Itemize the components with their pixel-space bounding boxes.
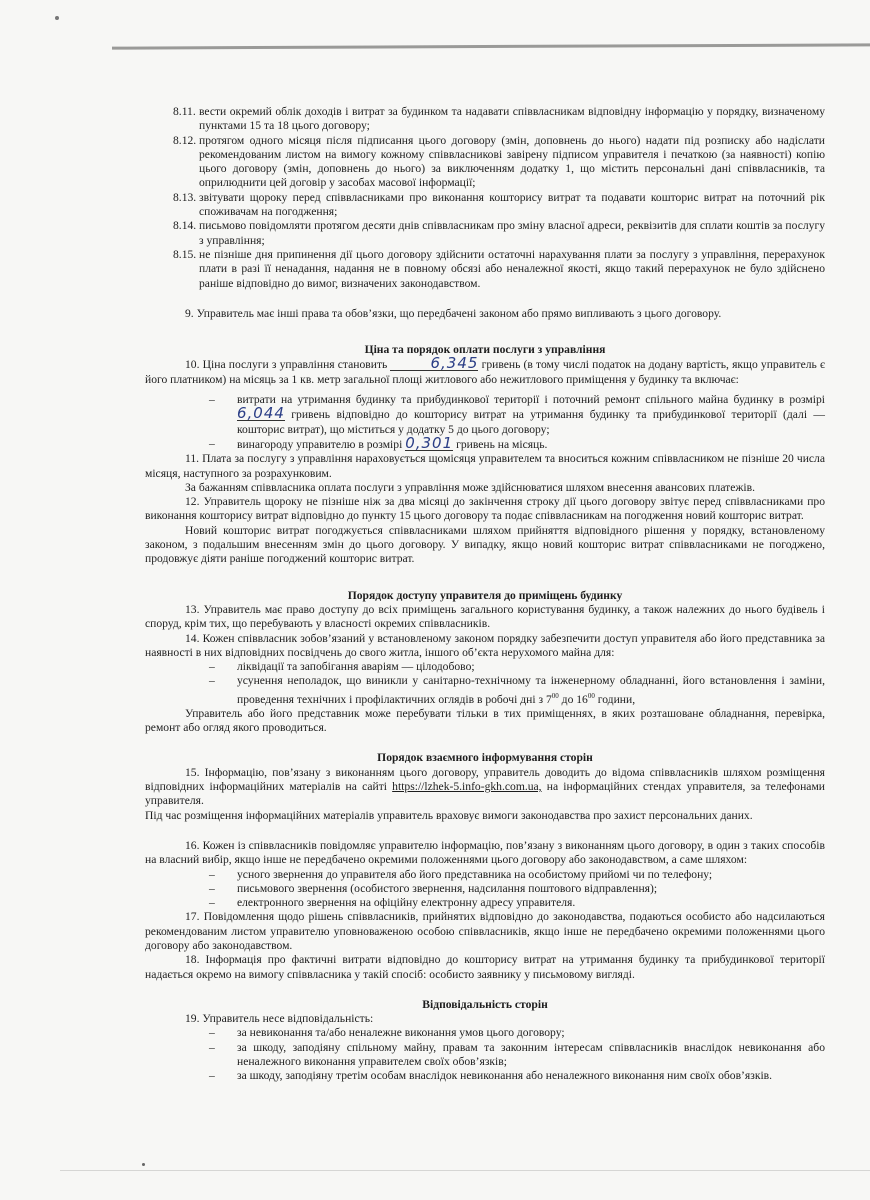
clause-11: 11. Плата за послугу з управління нараховується щомісяця управителем та вноситься кожним співвласником не пізніше 20 числа місяця, наступного за розрахунковим. — [145, 452, 825, 480]
access-item-emergency — [145, 660, 825, 674]
notify-item-electronic — [145, 896, 825, 910]
dash-marker: – — [209, 1069, 215, 1083]
superscript: 00 — [551, 691, 559, 700]
clause-text: гривень (в тому числі податок на додану вартість, якщо управитель є його платником) на місяць за 1 кв. метр загальної площі житлового або нежитлового приміщення у будинку та включає: — [145, 358, 825, 386]
section-heading-responsibility: Відповідальність сторін — [422, 997, 548, 1011]
clause-10 — [145, 354, 825, 387]
item-text: електронного звернення на офіційну електронну адресу управителя. — [237, 896, 576, 910]
resp-item-contract — [145, 1026, 825, 1040]
dash-marker: – — [209, 436, 215, 450]
dash-marker: – — [209, 896, 215, 910]
clause-8-15 — [145, 248, 825, 291]
clause-number: 8.15. — [173, 247, 197, 261]
clause-18: 18. Інформація про фактичні витрати відповідно до кошторису витрат на утримання будинку та прибудинкової території надається окремо на вимогу співвласника у такій спосіб: особисто заявнику у письмовому вигляді. — [145, 953, 825, 981]
clause-text: письмово повідомляти протягом десяти днів співвласникам про зміну власної адреси, реквізитів для сплати коштів за послугу з управління; — [199, 219, 825, 247]
scan-speck — [142, 1163, 145, 1166]
item-text: за шкоду, заподіяну спільному майну, правам та законним інтересам співвласників внаслідок невиконання або неналежного виконання управителем своїх обов’язків; — [237, 1040, 825, 1069]
clause-15 — [145, 766, 825, 809]
clause-8-14 — [145, 219, 825, 248]
item-text: за невиконання та/або неналежне виконання умов цього договору; — [237, 1026, 565, 1040]
clause-text: 10. Ціна послуги з управління становить — [185, 358, 388, 372]
item-text: до 16 — [558, 692, 588, 706]
clause-11-advance: За бажанням співвласника оплата послуги з управління може здійснюватися шляхом внесення авансових платежів. — [185, 480, 755, 494]
item-text: години, — [594, 692, 636, 706]
clause-8-13 — [145, 191, 825, 220]
dash-marker: – — [209, 867, 215, 881]
notify-item-written — [145, 882, 825, 896]
clause-12-new-estimate: Новий кошторис витрат погоджується співвласниками шляхом прийняття відповідного рішення у порядку, встановленому законом, з подальшим внесенням змін до цього договору. У випадку, якщо новий кошторис витрат співвласниками не погоджено, продовжує діяти раніше погоджений кошторис витрат. — [145, 523, 825, 566]
dash-marker: – — [209, 674, 215, 688]
clause-15-personal-data: Під час розміщення інформаційних матеріалів управитель враховує вимоги законодавства про захист персональних даних. — [145, 808, 753, 822]
clause-number: 8.11. — [173, 105, 196, 118]
clause-9: 9. Управитель має інші права та обов’язки, що передбачені законом або прямо випливають з цього договору. — [185, 306, 722, 320]
section-heading-access: Порядок доступу управителя до приміщень будинку — [347, 588, 623, 602]
handwritten-reward: 0,301 — [405, 433, 454, 452]
paper-edge — [112, 43, 870, 49]
item-text: за шкоду, заподіяну третім особам внаслідок невиконання або неналежного виконання ним своїх обов’язків. — [237, 1069, 773, 1083]
clause-text: протягом одного місяця після підписання цього договору (змін, доповнень до нього) надати під розписку або надіслати рекомендованим листом на вимогу кожному співвласникові завірену підписом управителя і печаткою (за наявності) копію цього договору (змін, доповнень до нього) за виключенням додатку 1, що містить персональні дані співвласників, та оприлюднити цей договір у засобах масової інформації; — [199, 133, 825, 190]
price-item-maintenance — [145, 393, 825, 437]
dash-marker: – — [209, 1040, 215, 1054]
item-text: винагороду управителю в розмірі — [237, 437, 403, 451]
item-text: витрати на утримання будинку та прибудинкової території і поточний ремонт спільного майна будинку в розмірі — [237, 393, 825, 407]
scan-speck — [55, 16, 59, 20]
document-body — [145, 105, 825, 1084]
clause-number: 8.13. — [173, 190, 197, 204]
clause-12: 12. Управитель щороку не пізніше ніж за два місяці до закінчення строку дії цього договору звітує перед співвласниками про виконання кошторису витрат відповідно до пункту 15 цього договору та подає співвласникам на погодження новий кошторис витрат. — [145, 495, 825, 523]
clause-14: 14. Кожен співвласник зобов’язаний у встановленому законом порядку забезпечити доступ управителя або його представника за наявності в них відповідних посвідчень до свого житла, іншого об’єкта нерухомого майна для: — [145, 631, 825, 659]
clause-text: вести окремий облік доходів і витрат за будинком та надавати співвласникам відповідну інформацію у порядку, визначеному пунктами 15 та 18 цього договору; — [199, 105, 825, 133]
item-text: ліквідації та запобігання аваріям — цілодобово; — [237, 660, 475, 674]
clause-text: звітувати щороку перед співвласниками про виконання кошторису витрат та подавати кошторис витрат на поточний рік споживачам на погодження; — [199, 190, 825, 219]
section-heading-information: Порядок взаємного інформування сторін — [377, 751, 593, 765]
dash-marker: – — [209, 1026, 215, 1040]
item-text: гривень відповідно до кошторису витрат на утримання будинку та прибудинкової території (далі — кошторис витрат), що міститься у додатку 5 до цього договору; — [237, 408, 825, 436]
clause-text: не пізніше дня припинення дії цього договору здійснити остаточні нарахування плати за послугу з управління, перерахунок плати в разі її ненадання, надання не в повному обсязі або неналежної якості, якщо такий перерахунок не було здійснено раніше відповідно до вимог, визначених законодавством. — [199, 247, 825, 290]
clause-16: 16. Кожен із співвласників повідомляє управителю інформацію, пов’язану з виконанням цього договору, в один з таких способів на власний вибір, якщо інше не передбачено окремими положеннями цього договору або законодавством, а саме шляхом: — [145, 838, 825, 867]
clause-8-11 — [145, 105, 825, 134]
section-heading-price: Ціна та порядок оплати послуги з управління — [364, 343, 606, 357]
resp-item-third-party-damage — [145, 1069, 825, 1083]
dash-marker: – — [209, 881, 215, 895]
item-text: гривень на місяць. — [456, 437, 548, 451]
access-item-repair — [145, 674, 825, 706]
website-link[interactable]: https://lzhek-5.info-gkh.com.ua, — [392, 780, 542, 794]
clause-text: 15. Інформацію, пов’язану з виконанням цього договору, управитель доводить до відома співвласників шляхом розміщення відповідних інформаційних матеріалів на сайті — [145, 765, 825, 794]
clause-number: 8.12. — [173, 133, 197, 147]
dash-marker: – — [209, 393, 215, 407]
superscript: 00 — [587, 691, 595, 700]
clause-number: 8.14. — [173, 219, 197, 233]
handwritten-price: 6,345 — [390, 357, 478, 371]
dash-marker: – — [209, 660, 215, 674]
clause-13: 13. Управитель має право доступу до всіх приміщень загального користування будинку, а також належних до нього будівель і споруд, крім тих, що перебувають у власності окремих співвласників. — [145, 602, 825, 631]
clause-text: на інформаційних стендах управителя, за телефонами управителя. — [145, 780, 825, 808]
item-text: усунення неполадок, що виникли у санітарно-технічному та інженерному обладнанні, його встановлення і заміни, проведення технічних і профілактичних оглядів в робочі дні з 7 — [237, 674, 825, 706]
clause-17: 17. Повідомлення щодо рішень співвласників, прийнятих відповідно до законодавства, подаються особисто або надсилаються рекомендованим листом управителю уповноваженою особою співвласників, якщо інше не передбачено окремими положеннями цього договору або законодавством. — [145, 910, 825, 952]
clause-8-12 — [145, 134, 825, 191]
item-text: усного звернення до управителя або його представника на особистому прийомі чи по телефону; — [237, 867, 713, 881]
price-item-reward — [145, 433, 825, 452]
notify-item-oral — [145, 868, 825, 882]
clause-14-presence: Управитель або його представник може перебувати тільки в тих приміщеннях, в яких розташоване обладнання, перевірка, ремонт або огляд якого проводиться. — [145, 706, 825, 735]
handwritten-maintenance-cost: 6,044 — [237, 404, 285, 423]
paper-bottom-edge — [60, 1170, 870, 1171]
resp-item-property-damage — [145, 1041, 825, 1070]
item-text: письмового звернення (особистого звернення, надсилання поштового відправлення); — [237, 881, 658, 895]
clause-19: 19. Управитель несе відповідальність: — [185, 1012, 374, 1026]
